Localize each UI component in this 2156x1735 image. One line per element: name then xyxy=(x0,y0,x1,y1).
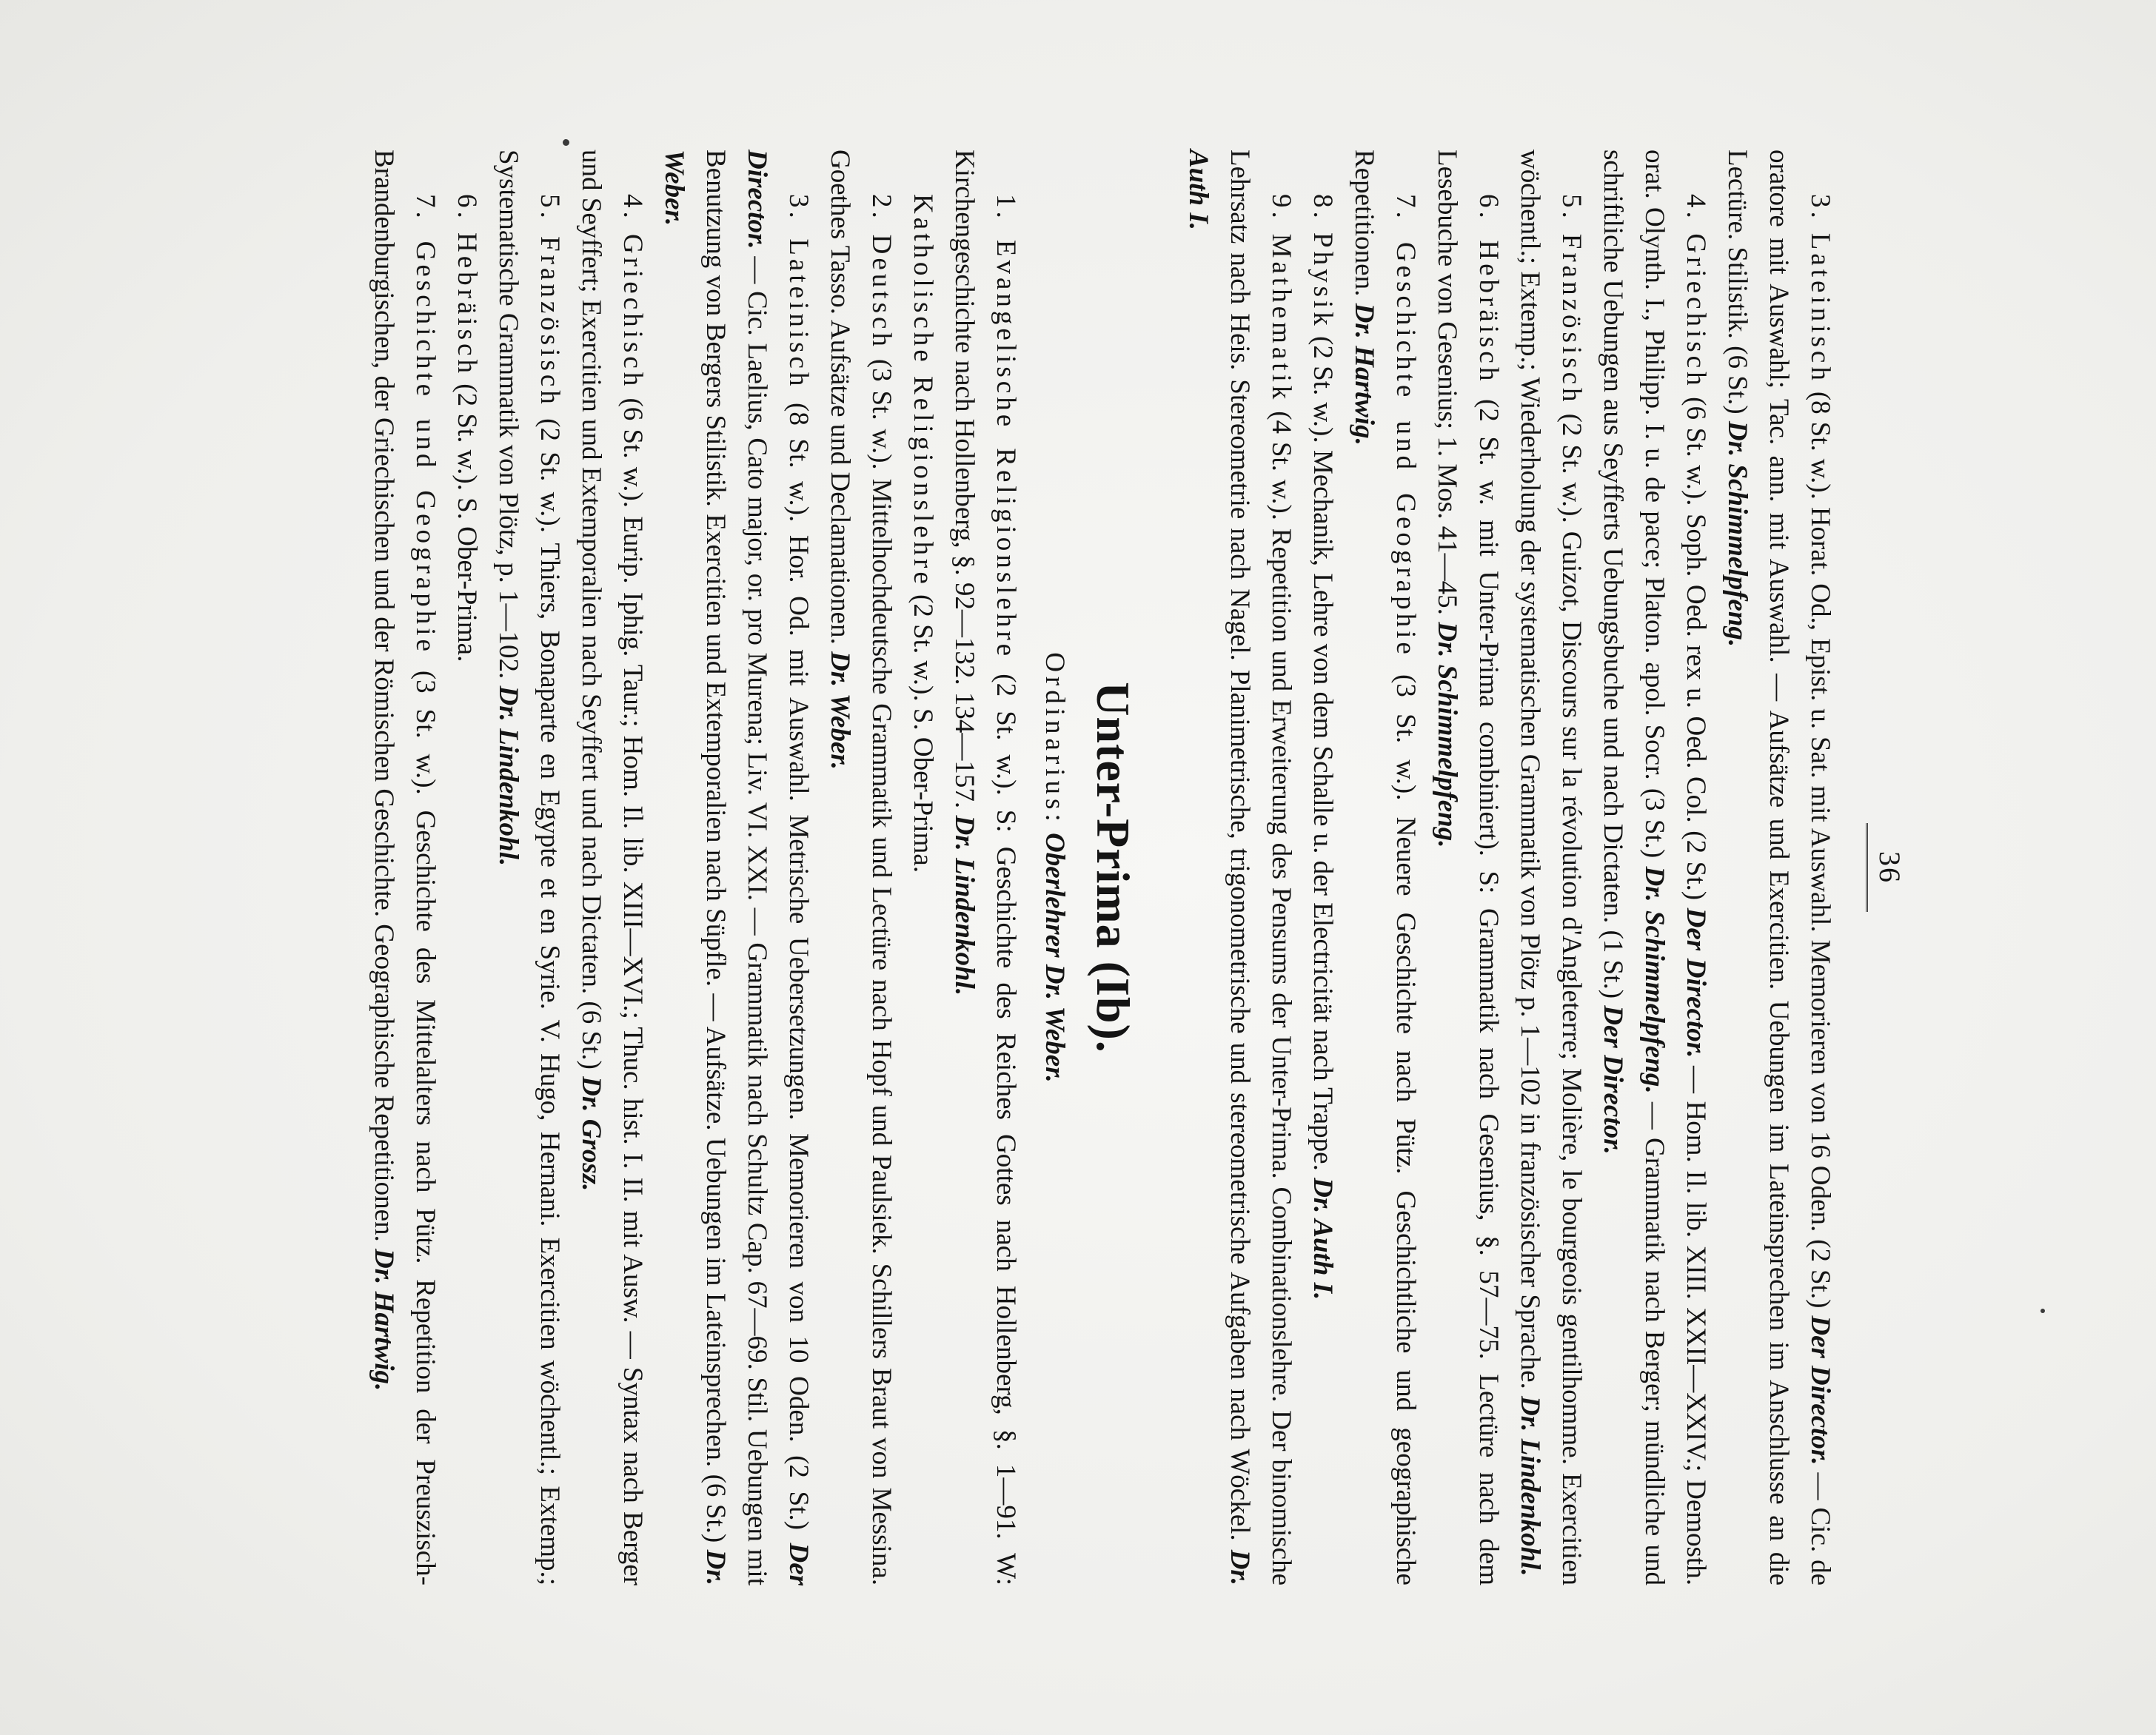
subject-heading: 4. Griechisch xyxy=(617,194,648,390)
entry-text: (3 St. w.). Geschichte des Mittelalters nach Pütz. Repetition der Preuszisch-Brandenburgischen, der Griechischen und der Römischen Geschichte. Geographische Repetitionen. xyxy=(369,150,441,1585)
entry-text: — Cic. Laelius, Cato major, or. pro Murena; Liv. VI. XXI. — Grammatik nach Schultz Cap. 67—69. Stil. Uebungen mit Benutzung von Bergers Stilistik. Exercitien und Extemporalien nach Süpfle. — Aufsätze. Uebungen im Lateinsprechen. (6 St.) xyxy=(700,150,772,1585)
ordinarius-label: Ordinarius: xyxy=(1040,652,1070,826)
teacher-name: Dr. Lindenkohl. xyxy=(1515,1396,1545,1577)
entry-hebraeisch-op xyxy=(1426,150,1509,1585)
entry-text: (2 St. w.). Mechanik, Lehre von dem Schalle u. der Electricität nach Trappe. xyxy=(1308,336,1338,1171)
subject-heading: 7. Geschichte und Geographie xyxy=(1390,194,1421,658)
teacher-name: Dr. Weber. xyxy=(659,150,731,1585)
entry-franzoesisch-up xyxy=(487,150,570,1585)
entry-physik-op xyxy=(1302,150,1343,1585)
subject-heading: Katholische Religionslehre xyxy=(908,194,938,588)
entry-deutsch-up xyxy=(819,150,902,1585)
entry-text: (3 St. w.). Mittelhochdeutsche Grammatik und Lectüre nach Hopf und Paulsiek. Schillers Braut von Messina. Goethes Tasso. Aufsätze und Declamationen. xyxy=(825,150,897,1586)
entry-text: (2 St. w.). Guizot, Discours sur la révolution d'Angleterre; Molière, le bourgeois gentilhomme. Exercitien wöchentl.; Extemp.; Wiederholung der systematischen Grammatik von Plötz p. 1—102 in französischer Sprache. xyxy=(1515,150,1587,1585)
entry-text: (6 St. w.). Eurip. Iphig. Taur.; Hom. Il. lib. XIII—XVI.; Thuc. hist. I. II. mit Ausw. — Syntax nach Berger und Seyffert; Exercitien und Extemporalien nach Seyffert und nach Dictaten. (6 St.) xyxy=(576,150,648,1585)
entry-geschichte-op xyxy=(1343,150,1426,1585)
subject-heading: 6. Hebräisch xyxy=(1473,194,1504,385)
entry-text: (2 St. w.). S. Ober-Prima. xyxy=(908,594,938,873)
entry-griechisch-op xyxy=(1592,150,1716,1585)
entry-text: (6 St. w.). Soph. Oed. rex u. Oed. Col. (2 St.) xyxy=(1681,397,1711,901)
teacher-name: Dr. Weber. xyxy=(825,651,855,770)
subject-heading: 6. Hebräisch xyxy=(452,194,482,377)
teacher-name: Dr. Hartwig. xyxy=(369,1249,399,1392)
entry-ev-religion-up xyxy=(943,150,1026,1585)
entry-franzoesisch-op xyxy=(1509,150,1592,1585)
page-number-rule xyxy=(1866,823,1868,912)
entry-text: (8 St. w.). Horat. Od., Epist. u. Sat. mit Auswahl. Memorieren von 16 Oden. (2 St.) xyxy=(1805,391,1835,1309)
teacher-name: Der Director. xyxy=(1681,907,1711,1058)
entry-text: — Hom. Il. lib. XIII. XXII—XXIV.; Demosth. orat. Olynth. I., Philipp. I. u. de pace; Platon. apol. Socr. (3 St.) xyxy=(1639,150,1711,1585)
ink-speck xyxy=(2040,1309,2045,1313)
teacher-name: Der Director. xyxy=(742,150,814,1586)
entry-hebraeisch-up xyxy=(446,150,487,1585)
subject-heading: 1. Evangelische Religionslehre xyxy=(991,194,1021,660)
subject-heading: 5. Französisch xyxy=(1556,194,1587,406)
subject-heading: 5. Französisch xyxy=(535,194,565,408)
teacher-name: Der Director. xyxy=(1805,1315,1835,1466)
subject-heading: 2. Deutsch xyxy=(866,194,897,350)
teacher-name: Dr. Schimmelpfeng. xyxy=(1639,866,1670,1094)
entry-lateinisch-up xyxy=(653,150,819,1585)
subject-heading: 3. Lateinisch xyxy=(783,194,814,390)
entry-text: (3 St. w.). Neuere Geschichte nach Pütz. Geschichtliche und geographische Repetitionen. xyxy=(1349,150,1421,1585)
entry-text: (2 St. w.). S: Geschichte des Reiches Gottes nach Hollenberg, §. 1—91. W: Kirchengeschichte nach Hollenberg, §. 92—132. 134—157. xyxy=(949,150,1021,1586)
entry-text: (2 St. w.). Thiers, Bonaparte en Egypte et en Syrie. V. Hugo, Hernani. Exercitien wöchentl.; Extemp.; Systematische Grammatik von Plötz, p. 1—102. xyxy=(493,150,565,1586)
entry-text: (4 St. w.). Repetition und Erweiterung des Pensums der Unter-Prima. Combinationslehre. Der binomische Lehrsatz nach Heis. Stereometrie nach Nagel. Planimetrische, trigonometrische und stereometrische Aufgaben nach Wöckel. xyxy=(1225,150,1296,1586)
teacher-name: Dr. Auth I. xyxy=(1308,1178,1338,1301)
rotated-page-body xyxy=(249,127,1907,1608)
ordinarius-line xyxy=(1034,150,1075,1585)
entry-mathematik-op xyxy=(1177,150,1302,1585)
entry-text: — Grammatik nach Berger; mündliche und schriftliche Uebungen aus Seyfferts Uebungsbuche und nach Dictaten. (1 St.) xyxy=(1598,150,1670,1586)
teacher-name: Dr. Lindenkohl. xyxy=(949,815,980,996)
teacher-name: Dr. Auth I. xyxy=(1183,150,1255,1586)
teacher-name: Dr. Schimmelpfeng. xyxy=(1722,420,1752,648)
entry-griechisch-up xyxy=(570,150,653,1585)
subject-heading: 8. Physik xyxy=(1308,194,1338,329)
teacher-name: Der Director. xyxy=(1598,1005,1628,1155)
subject-heading: 4. Griechisch xyxy=(1681,194,1711,389)
teacher-name: Dr. Grosz. xyxy=(576,1076,606,1192)
entry-lateinisch-op xyxy=(1716,150,1841,1585)
entry-text: (8 St. w.). Hor. Od. mit Auswahl. Metrische Uebersetzungen. Memorieren von 10 Oden. (2 St.) xyxy=(783,403,814,1530)
page-number: 36 xyxy=(1873,851,1906,884)
entry-text: — Cic. de oratore mit Auswahl; Tac. ann. mit Auswahl. — Aufsätze und Exercitien. Uebungen im Lateinsprechen im Anschlusse an die Lectüre. Stilistik. (6 St.) xyxy=(1722,150,1835,1586)
subject-heading: 3. Lateinisch xyxy=(1805,194,1835,384)
section-title: Unter-Prima (Ib). xyxy=(1087,682,1139,1053)
entry-text: (2 St. w.). S. Ober-Prima. xyxy=(452,383,482,662)
teacher-name: Dr. Hartwig. xyxy=(1349,303,1379,446)
subject-heading: 7. Geschichte und Geographie xyxy=(410,194,441,655)
teacher-name: Dr. Lindenkohl. xyxy=(493,685,523,867)
teacher-name: Dr. Schimmelpfeng. xyxy=(1432,622,1462,848)
ordinarius-name: Oberlehrer Dr. Weber. xyxy=(1040,832,1070,1083)
entry-text: (2 St. w. mit Unter-Prima combiniert). S: Grammatik nach Gesenius, §. 57—75. Lectüre nach dem Lesebuche von Gesenius; 1. Mos. 41—45. xyxy=(1432,150,1504,1585)
subject-heading: 9. Mathematik xyxy=(1266,194,1296,403)
entry-geschichte-up xyxy=(363,150,446,1585)
entry-kath-religion-up xyxy=(902,150,943,1585)
